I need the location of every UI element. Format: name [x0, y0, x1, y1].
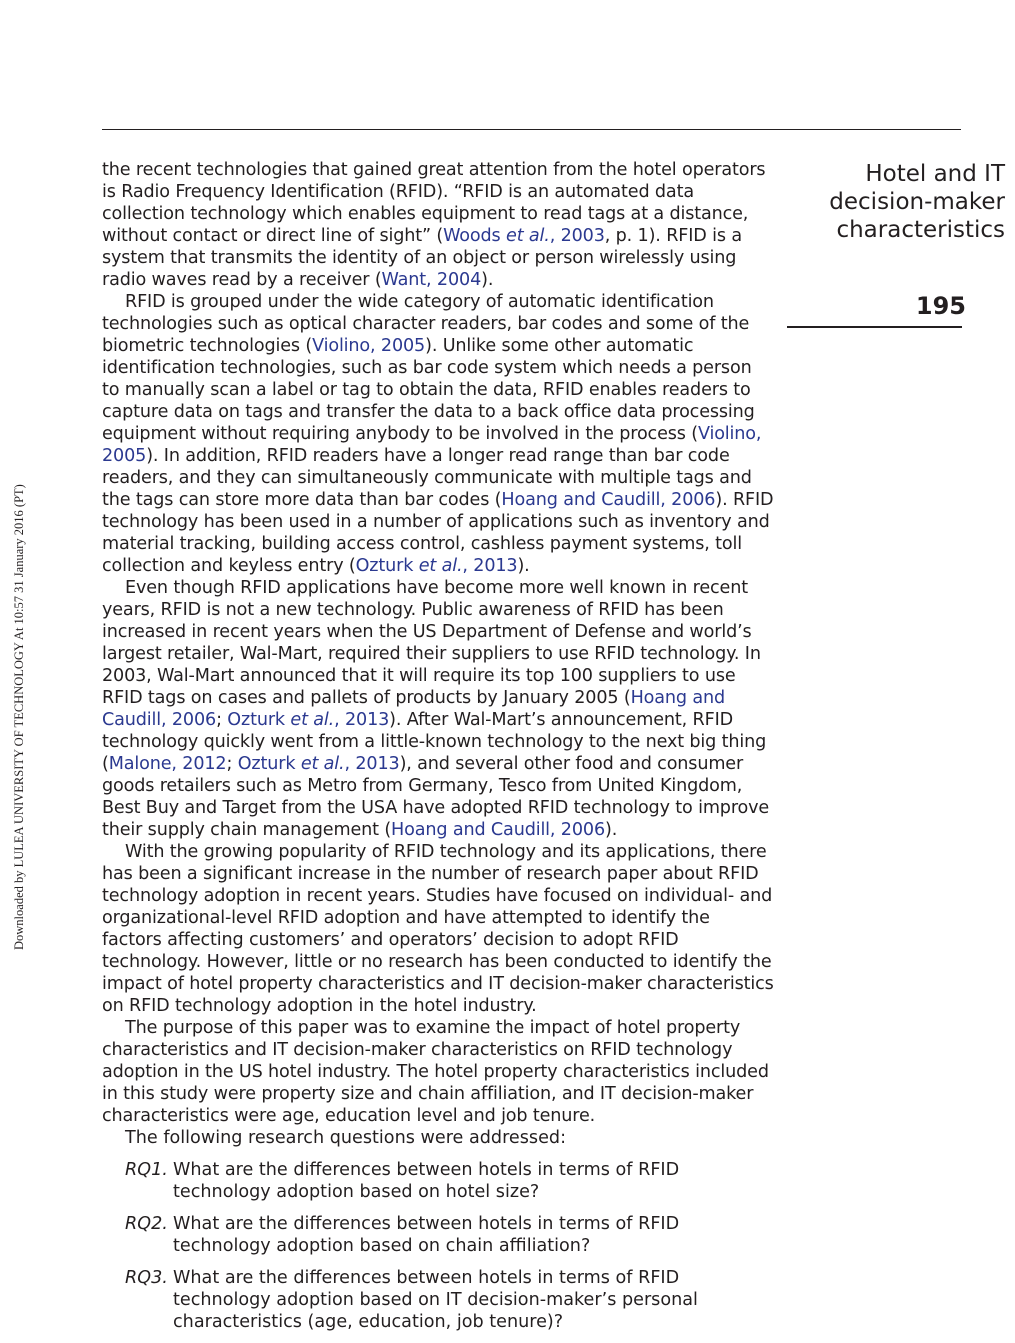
paragraph-rq-intro: The following research questions were addressed:	[125, 1128, 566, 1148]
download-note: Downloaded by LULEA UNIVERSITY OF TECHNOLOGY At 10:57 31 January 2016 (PT)	[12, 484, 26, 950]
citation-link[interactable]	[356, 556, 518, 576]
citation-author: Ozturk	[227, 710, 291, 730]
citation-etal: et al.	[418, 556, 463, 576]
citation-link[interactable]	[227, 710, 389, 730]
rq-text: What are the differences between hotels in terms of RFID technology adoption based on chain affiliation?	[173, 1214, 680, 1256]
research-questions	[102, 1159, 774, 1333]
paragraph-rfid-category	[102, 291, 774, 577]
citation-etal: et al.	[506, 226, 550, 246]
running-title-line: characteristics	[836, 217, 1005, 243]
text-run: ), and several other food and consumer goods retailers such as Metro from Germany, Tesco from United Kingdom, Best Buy and Target from the USA have adopted RFID technology to improve their supply chain management (	[102, 754, 770, 840]
citation-author: Ozturk	[355, 556, 419, 576]
citation-link[interactable]: Hoang and Caudill, 2006	[391, 820, 605, 840]
running-title-line: decision-maker	[829, 189, 1005, 215]
citation-year: , 2013	[462, 556, 518, 576]
body-text	[102, 159, 774, 1343]
research-question	[102, 1159, 774, 1203]
citation-link[interactable]	[443, 226, 605, 246]
rq-label: RQ3.	[125, 1268, 168, 1288]
citation-year: , 2013	[334, 710, 390, 730]
text-run: ). RFID technology has been used in a number of applications such as inventory and material tracking, building access control, cashless payment systems, toll collection and keyless entry (	[102, 490, 774, 576]
research-question	[102, 1267, 774, 1333]
citation-year: , 2013	[344, 754, 400, 774]
text-run: ).	[605, 820, 618, 840]
header-rule	[102, 129, 961, 130]
paragraph-research-gap: With the growing popularity of RFID technology and its applications, there has been a significant increase in the number of research paper about RFID technology adoption in recent years. Studies have focused on individual- and organizational-level RFID adoption and have attempted to identify the factors affecting customers’ and operators’ decision to adopt RFID technology. However, little or no research has been conducted to identify the impact of hotel property characteristics and IT decision-maker characteristics on RFID technology adoption in the hotel industry.	[102, 842, 774, 1016]
rq-text: What are the differences between hotels in terms of RFID technology adoption based on IT decision-maker’s personal characteristics (age, education, job tenure)?	[173, 1268, 698, 1332]
research-question	[102, 1213, 774, 1257]
citation-link[interactable]: Violino, 2005	[312, 336, 426, 356]
citation-link[interactable]: Hoang and Caudill, 2006	[102, 688, 726, 730]
paragraph-rfid-definition	[102, 159, 774, 291]
page-number: 195	[915, 292, 966, 320]
rq-label: RQ2.	[125, 1214, 168, 1234]
citation-link[interactable]: Want, 2004	[381, 270, 482, 290]
paragraph-purpose: The purpose of this paper was to examine the impact of hotel property characteristics and IT decision-maker characteristics on RFID technology adoption in the US hotel industry. The hotel property characteristics included in this study were property size and chain affiliation, and IT decision-maker characteristics were age, education level and job tenure.	[102, 1018, 769, 1126]
rq-text: What are the differences between hotels in terms of RFID technology adoption based on hotel size?	[173, 1160, 680, 1202]
rq-label: RQ1.	[125, 1160, 168, 1180]
text-run: ).	[517, 556, 530, 576]
text-run: ).	[481, 270, 494, 290]
text-run: ). In addition, RFID readers have a longer read range than bar code readers, and they can simultaneously communicate with multiple tags and the tags can store more data than bar codes (	[102, 446, 752, 510]
citation-link[interactable]: Violino, 2005	[102, 424, 762, 466]
text-run: , p. 1). RFID is a system that transmits the identity of an object or person wirelessly using radio waves read by a receiver (	[102, 226, 742, 290]
text-run: ). After Wal-Mart’s announcement, RFID technology quickly went from a little-known technology to the next big thing (	[102, 710, 767, 774]
text-run: RFID is grouped under the wide category of automatic identification technologies such as optical character readers, bar codes and some of the biometric technologies (	[102, 292, 750, 356]
page-number-rule	[787, 326, 962, 328]
text-run: Even though RFID applications have become more well known in recent years, RFID is not a new technology. Public awareness of RFID has been increased in recent years when the US Department of Defense and world’s largest retailer, Wal-Mart, required their suppliers to use RFID technology. In 2003, Wal-Mart announced that it will require its top 100 suppliers to use RFID tags on cases and pallets of products by January 2005 (	[102, 578, 761, 708]
text-run: the recent technologies that gained great attention from the hotel operators is Radio Frequency Identification (RFID). “RFID is an automated data collection technology which enables equipment to read tags at a distance, without contact or direct line of sight” (	[102, 160, 766, 246]
citation-year: , 2003	[549, 226, 605, 246]
citation-link[interactable]: Malone, 2012	[108, 754, 227, 774]
citation-author: Ozturk	[237, 754, 301, 774]
citation-link[interactable]	[238, 754, 400, 774]
running-title	[805, 160, 1005, 244]
text-run: ;	[216, 710, 228, 730]
text-run: ;	[226, 754, 238, 774]
paragraph-rfid-history	[102, 577, 774, 841]
citation-link[interactable]: Hoang and Caudill, 2006	[501, 490, 716, 510]
running-title-line: Hotel and IT	[865, 161, 1005, 187]
text-run: ). Unlike some other automatic identification technologies, such as bar code system which needs a person to manually scan a label or tag to obtain the data, RFID enables readers to capture data on tags and transfer the data to a back office data processing equipment without requiring anybody to be involved in the process (	[102, 336, 755, 444]
citation-author: Woods	[443, 226, 507, 246]
citation-etal: et al.	[290, 710, 335, 730]
citation-etal: et al.	[300, 754, 345, 774]
